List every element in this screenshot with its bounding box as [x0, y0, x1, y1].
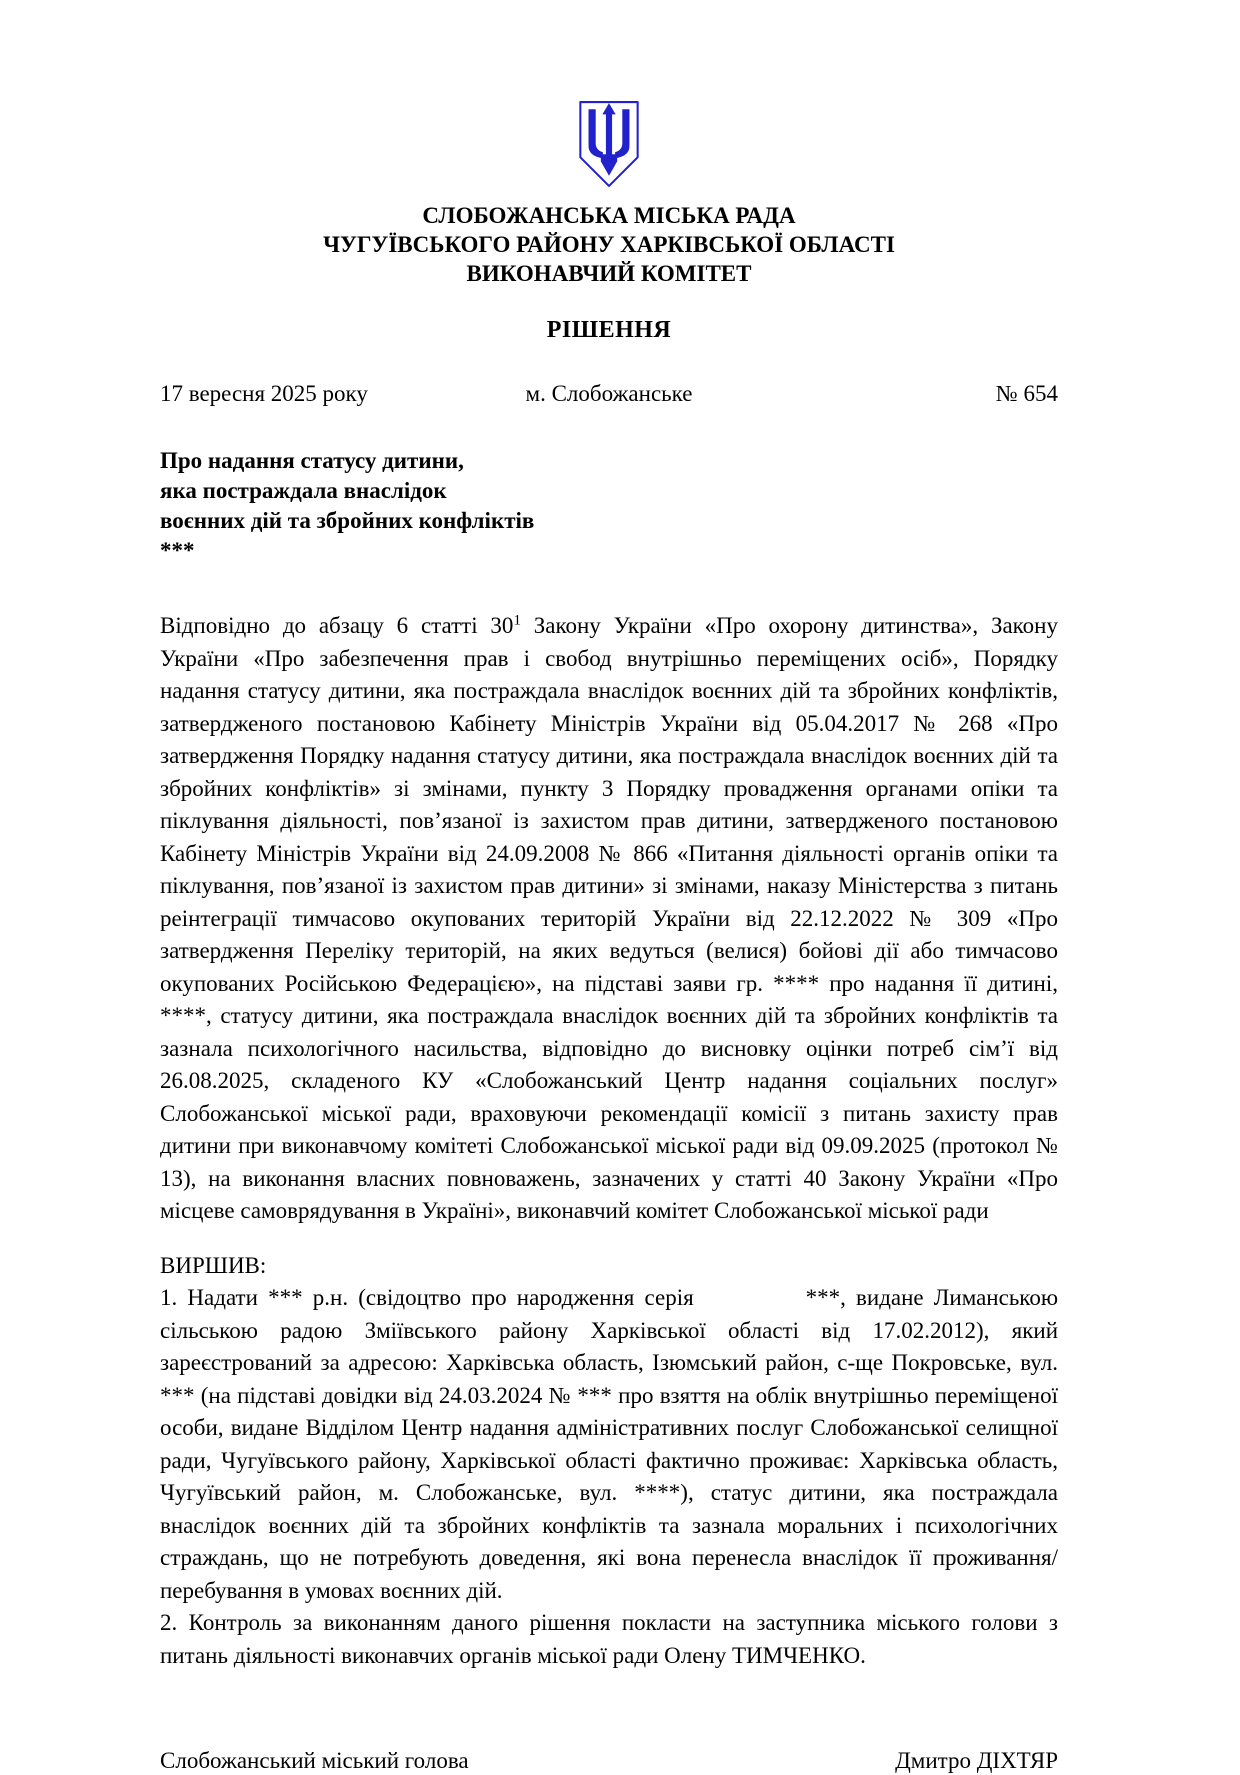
subject-line1: Про надання статусу дитини,: [160, 448, 464, 473]
resolution-item-2: 2. Контроль за виконанням даного рішення покласти на заступника міського голови з питань діяльності виконавчих органів міської ради Олену ТИМЧЕНКО.: [160, 1610, 1058, 1668]
preamble-text-part1: Відповідно до абзацу 6 статті 30: [160, 613, 514, 638]
subject-line3: воєнних дій та збройних конфліктів: [160, 508, 535, 533]
resolution-heading: ВИРШИВ:: [160, 1252, 267, 1278]
document-meta-row: [160, 379, 1058, 408]
signature-block: [160, 1746, 1058, 1775]
signatory-title: Слобожанський міський голова: [160, 1748, 469, 1773]
footnote-superscript: 1: [513, 612, 521, 629]
document-number: № 654: [995, 381, 1058, 406]
preamble-text-part2: Закону України «Про охорону дитинства», Закону України «Про забезпечення прав і свобод внутрішньо переміщених осіб», Порядку надання статусу дитини, яка постраждала внаслідок воєнних дій та збройних конфліктів, затвердженого постановою Кабінету Міністрів України від 05.04.2017 № 268 «Про затвердження Порядку надання статусу дитини, яка постраждала внаслідок воєнних дій та збройних конфліктів» зі змінами, пункту 3 Порядку провадження органами опіки та піклування діяльності, пов’язаної із захистом прав дитини, затвердженого постановою Кабінету Міністрів України від 24.09.2008 № 866 «Питання діяльності органів опіки та піклування, пов’язаної із захистом прав дитини» зі змінами, наказу Міністерства з питань реінтеграції тимчасово окупованих територій України від 22.12.2022 № 309 «Про затвердження Переліку територій, на яких ведуться (велися) бойові дії або тимчасово окупованих Російською Федерацією», на підставі заяви гр. **** про надання її дитині, ****, статусу дитини, яка постраждала внаслідок воєнних дій та збройних конфліктів та зазнала психологічного насильства, відповідно до висновку оцінки потреб сім’ї від 26.08.2025, складеного КУ «Слобожанський Центр надання соціальних послуг» Слобожанської міської ради, враховуючи рекомендації комісії з питань захисту прав дитини при виконавчому комітеті Слобожанської міської ради від 09.09.2025 (протокол № 13), на виконання власних повноважень, зазначених у статті 40 Закону України «Про місцеве самоврядування в Україні», виконавчий комітет Слобожанської міської ради: [160, 613, 1058, 1223]
signatory-name: Дмитро ДІХТЯР: [895, 1748, 1058, 1773]
document-place: м. Слобожанське: [525, 381, 693, 406]
subject-block: [160, 446, 1058, 566]
resolution-item-1: 1. Надати *** р.н. (свідоцтво про народження серія ***, видане Лиманською сільською радою Зміївського району Харківської області від 17.02.2012), який зареєстрований за адресою: Харківська область, Ізюмський район, с-ще Покровське, вул. *** (на підставі довідки від 24.03.2024 № *** про взяття на облік внутрішньо переміщеної особи, видане Відділом Центр надання адміністративних послуг Слобожанської селищної ради, Чугуївського району, Харківської області фактично проживає: Харківська область, Чугуївський район, м. Слобожанське, вул. ****), статус дитини, яка постраждала внаслідок воєнних дій та збройних конфліктів та зазнала моральних і психологічних страждань, що не потребують доведення, які вона перенесла внаслідок її проживання/перебування в умовах воєнних дій.: [160, 1285, 1058, 1603]
subject-line2: яка постраждала внаслідок: [160, 478, 447, 503]
org-name-line2: ЧУГУЇВСЬКОГО РАЙОНУ ХАРКІВСЬКОЇ ОБЛАСТІ: [323, 232, 895, 257]
document-type-title: РІШЕННЯ: [546, 317, 672, 343]
subject-line4: ***: [160, 538, 195, 563]
preamble-paragraph: [160, 610, 1058, 1228]
org-name-line3: ВИКОНАВЧИЙ КОМІТЕТ: [466, 261, 752, 286]
organization-header: [160, 201, 1058, 288]
org-name-line1: СЛОБОЖАНСЬКА МІСЬКА РАДА: [422, 203, 796, 228]
document-date: 17 вересня 2025 року: [160, 381, 368, 406]
ukraine-trident-emblem-icon: [576, 100, 642, 188]
emblem-container: [160, 100, 1058, 193]
